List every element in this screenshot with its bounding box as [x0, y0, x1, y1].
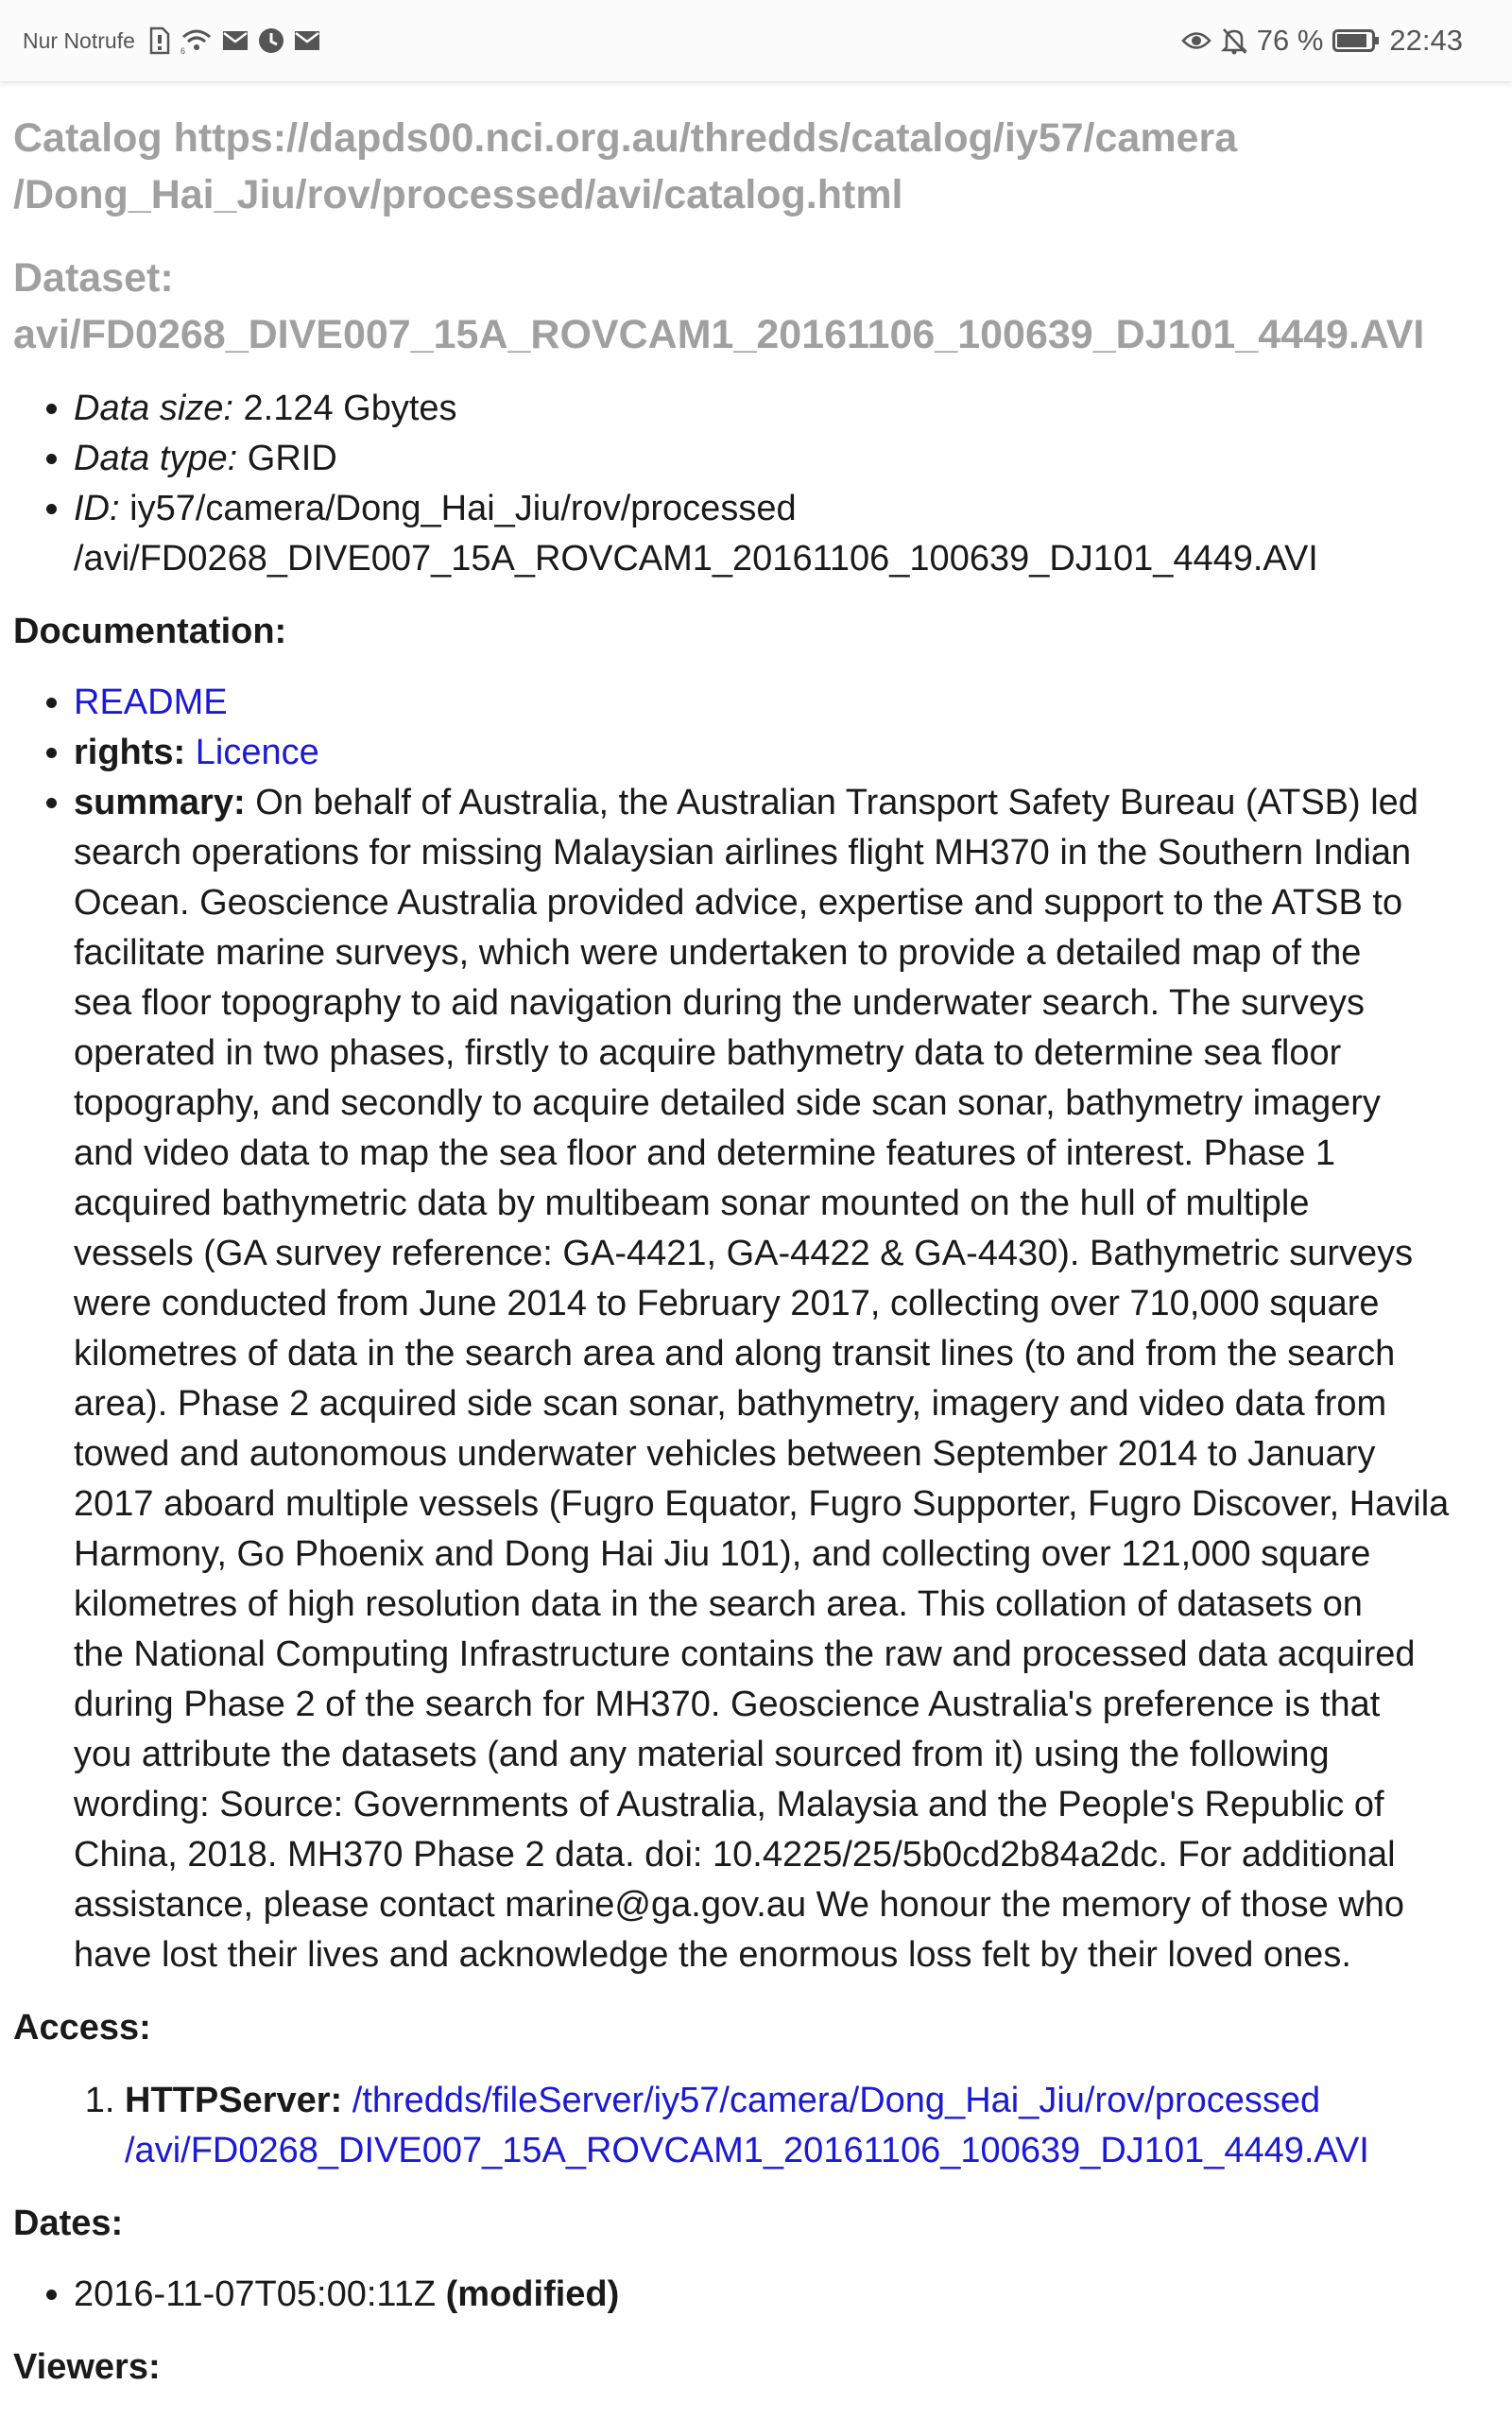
summary-line: kilometres of high resolution data in the search area. This collation of datasets on [74, 1584, 1363, 1624]
summary-line: the National Computing Infrastructure contains the raw and processed data acquired [74, 1634, 1416, 1674]
bell-off-icon [1221, 26, 1247, 55]
viewers-heading: Viewers: [13, 2347, 161, 2387]
summary-line: have lost their lives and acknowledge the enormous loss felt by their loved ones. [74, 1935, 1351, 1975]
summary-line: towed and autonomous underwater vehicles between September 2014 to January [74, 1434, 1376, 1474]
access-heading: Access: [13, 2008, 151, 2048]
summary-text [74, 783, 1499, 1980]
summary-line: operated in two phases, firstly to acquire bathymetry data to determine sea floor [74, 1033, 1342, 1073]
summary-line: 2017 aboard multiple vessels (Fugro Equator, Fugro Supporter, Fugro Discover, Havila [74, 1484, 1450, 1524]
sim-icon [148, 26, 171, 55]
summary-line: area). Phase 2 acquired side scan sonar, bathymetry, imagery and video data from [74, 1384, 1387, 1424]
battery-icon [1332, 29, 1380, 52]
dataset-name: avi/FD0268_DIVE007_15A_ROVCAM1_20161106_100639_DJ101_4449.AVI [13, 312, 1425, 357]
date-value: 2016-11-07T05:00:11Z [74, 2274, 437, 2314]
list-item-date [74, 2270, 1499, 2320]
clock: 22:43 [1389, 24, 1463, 57]
summary-line: Harmony, Go Phoenix and Dong Hai Jiu 101), and collecting over 121,000 square [74, 1534, 1371, 1574]
documentation-list [13, 678, 1499, 1980]
list-item-summary: • summary: On behalf of Australia, the Australian Transport Safety Bureau (ATSB) led search operations for missing Malaysian airlines flight MH370 in the Southern Indian Ocean. Geoscience Australia provided advice, expertise and support to the ATSB to facilitate marine surveys, which were undertaken to provide a detailed map of the sea floor topography to aid navigation during the underwater search. The surveys operated in two phases, firstly to acquire bathymetry data to determine sea floor topography, and secondly to acquire detailed side scan sonar, bathymetry imagery and video data to map the sea floor and determine features of interest. Phase 1 acquired bathymetric data by multibeam sonar mounted on the hull of multiple vessels (GA survey reference: GA-4421, GA-4422 & GA-4430). Bathymetric surveys were conducted from June 2014 to February 2017, collecting over 710,000 square kilometres of data in the search area and along transit lines (to and from the search area). Phase 2 acquired side scan sonar, bathymetry, imagery and video data from towed and autonomous underwater vehicles between September 2014 to January 2017 aboard multiple vessels (Fugro Equator, Fugro Supporter, Fugro Discover, Havila Harmony, Go Phoenix and Dong Hai Jiu 101), and collecting over 121,000 square kilometres of high resolution data in the search area. This collation of datasets on the National Computing Infrastructure contains the raw and processed data acquired during Phase 2 of the search for MH370. Geoscience Australia's preference is that you attribute the datasets (and any material sourced from it) using the following wording: Source: Governments of Australia, Malaysia and the People's Republic of China, 2018. MH370 Phase 2 data. doi: 10.4225/25/5b0cd2b84a2dc. For additional assistance, please contact marine@ga.gov.au We honour the memory of those who have lost their lives and acknowledge the enormous loss felt by their loved ones. [74, 778, 1499, 1980]
documentation-heading: Documentation: [13, 612, 287, 651]
summary-line: topography, and secondly to acquire detailed side scan sonar, bathymetry imagery [74, 1083, 1381, 1123]
summary-line: acquired bathymetric data by multibeam sonar mounted on the hull of multiple [74, 1184, 1310, 1223]
status-bar-left [23, 26, 320, 55]
summary-line: were conducted from June 2014 to February 2017, collecting over 710,000 square [74, 1284, 1380, 1323]
summary-line: China, 2018. MH370 Phase 2 data. doi: 10.4225/25/5b0cd2b84a2dc. For additional [74, 1835, 1396, 1875]
list-item-data-type: • Data type: GRID [74, 434, 1499, 484]
list-item-readme [74, 678, 1499, 728]
dates-list [13, 2270, 1499, 2320]
page-content [0, 110, 1512, 2393]
summary-line: sea floor topography to aid navigation during the underwater search. The surveys [74, 983, 1366, 1023]
svg-text:6: 6 [180, 46, 185, 54]
list-item-id: • ID: iy57/camera/Dong_Hai_Jiu/rov/processed /avi/FD0268_DIVE007_15A_ROVCAM1_20161106_100639_DJ101_4449.AVI [74, 484, 1499, 584]
dataset-properties [13, 384, 1499, 584]
summary-line: On behalf of Australia, the Australian Transport Safety Bureau (ATSB) led [245, 783, 1418, 822]
dates-heading: Dates: [13, 2204, 124, 2243]
summary-line: facilitate marine surveys, which were undertaken to provide a detailed map of the [74, 933, 1362, 973]
httpserver-link[interactable]: /thredds/fileServer/iy57/camera/Dong_Hai_Jiu/rov/processed /avi/FD0268_DIVE007_15A_ROVCAM1_20161106_100639_DJ101_4449.AVI [125, 2081, 1369, 2170]
summary-line: and video data to map the sea floor and determine features of interest. Phase 1 [74, 1133, 1336, 1173]
status-bar-right [1181, 24, 1463, 58]
licence-link[interactable]: Licence [195, 733, 319, 772]
list-item-httpserver: 1. HTTPServer: /thredds/fileServer/iy57/camera/Dong_Hai_Jiu/rov/processed /avi/FD0268_DIVE007_15A_ROVCAM1_20161106_100639_DJ101_4449.AVI [125, 2076, 1499, 2176]
list-item-data-size: • Data size: 2.124 Gbytes [74, 384, 1499, 434]
summary-line: you attribute the datasets (and any material sourced from it) using the following [74, 1735, 1330, 1774]
dataset-heading [13, 250, 1499, 363]
summary-line: vessels (GA survey reference: GA-4421, GA-4422 & GA-4430). Bathymetric surveys [74, 1234, 1414, 1273]
summary-line: search operations for missing Malaysian airlines flight MH370 in the Southern Indian [74, 833, 1412, 873]
dataset-label: Dataset: [13, 255, 174, 301]
wifi-icon [180, 27, 213, 54]
summary-line: during Phase 2 of the search for MH370. Geoscience Australia's preference is that [74, 1685, 1381, 1724]
access-list [13, 2076, 1499, 2176]
summary-line: wording: Source: Governments of Australia, Malaysia and the People's Republic of [74, 1785, 1384, 1824]
summary-line: assistance, please contact marine@ga.gov.au We honour the memory of those who [74, 1885, 1405, 1925]
carrier-label: Nur Notrufe [23, 27, 135, 53]
summary-line: Ocean. Geoscience Australia provided advice, expertise and support to the ATSB to [74, 883, 1403, 923]
date-qualifier: (modified) [436, 2274, 620, 2314]
readme-link[interactable]: README [74, 683, 228, 722]
list-item-rights: • rights: Licence [74, 728, 1499, 778]
eye-icon [1181, 30, 1211, 51]
mail-icon-2 [294, 30, 320, 51]
battery-percent: 76 % [1256, 24, 1324, 57]
app-icon [258, 27, 284, 54]
mail-icon [222, 30, 249, 51]
status-bar [0, 0, 1512, 81]
summary-line: kilometres of data in the search area and along transit lines (to and from the search [74, 1334, 1396, 1374]
catalog-heading: Catalog https://dapds00.nci.org.au/thredds/catalog/iy57/camera /Dong_Hai_Jiu/rov/processed/avi/catalog.html [13, 115, 1238, 217]
